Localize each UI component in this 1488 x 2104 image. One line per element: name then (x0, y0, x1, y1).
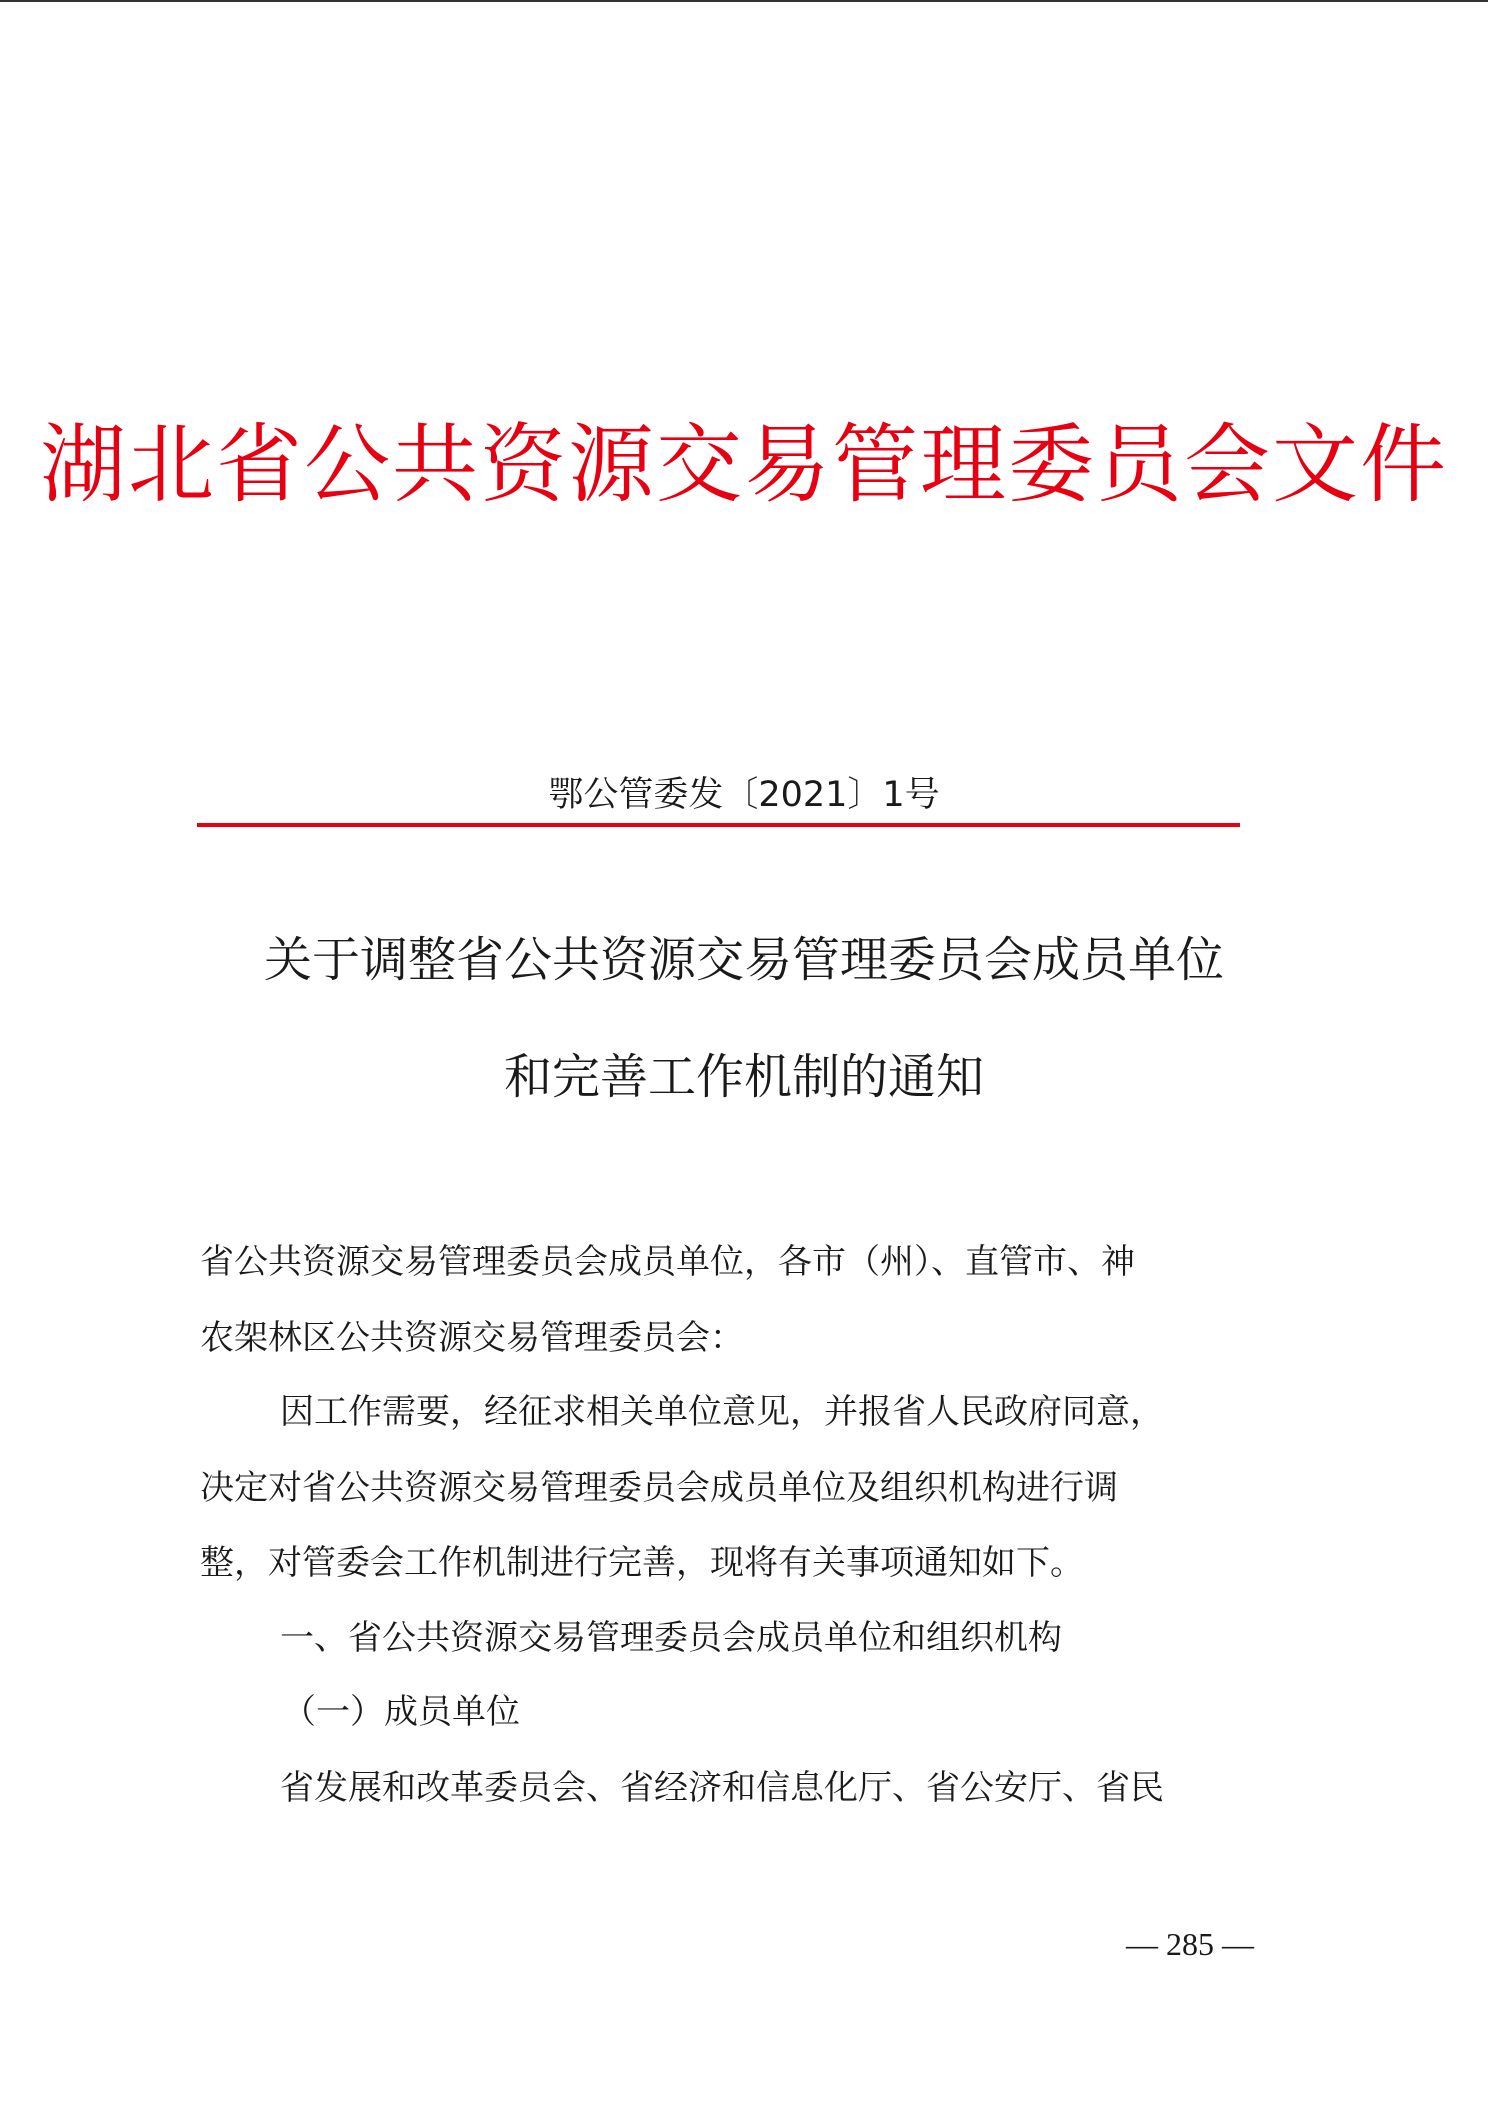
page-number: — 285 — (1126, 1926, 1254, 1962)
paragraph-1-line-2: 决定对省公共资源交易管理委员会成员单位及组织机构进行调 (200, 1468, 1118, 1508)
document-title-line-1: 关于调整省公共资源交易管理委员会成员单位 (263, 932, 1224, 988)
document-masthead: 湖北省公共资源交易管理委员会文件 (40, 415, 1448, 515)
subsection-heading-1: （一）成员单位 (282, 1692, 520, 1732)
paragraph-1-line-3: 整，对管委会工作机制进行完善，现将有关事项通知如下。 (200, 1543, 1084, 1583)
document-title-line-2: 和完善工作机制的通知 (503, 1049, 984, 1105)
top-border-rule (0, 0, 1488, 2)
masthead-separator-rule (197, 823, 1240, 827)
document-number: 鄂公管委发〔2021〕1号 (548, 775, 940, 815)
member-units-line-1: 省发展和改革委员会、省经济和信息化厅、省公安厅、省民 (280, 1768, 1164, 1808)
addressee-line-1: 省公共资源交易管理委员会成员单位，各市（州）、直管市、神 (200, 1242, 1135, 1282)
paragraph-1-line-1: 因工作需要，经征求相关单位意见，并报省人民政府同意， (280, 1392, 1164, 1432)
addressee-line-2: 农架林区公共资源交易管理委员会： (200, 1318, 744, 1358)
section-heading-1: 一、省公共资源交易管理委员会成员单位和组织机构 (280, 1618, 1062, 1658)
